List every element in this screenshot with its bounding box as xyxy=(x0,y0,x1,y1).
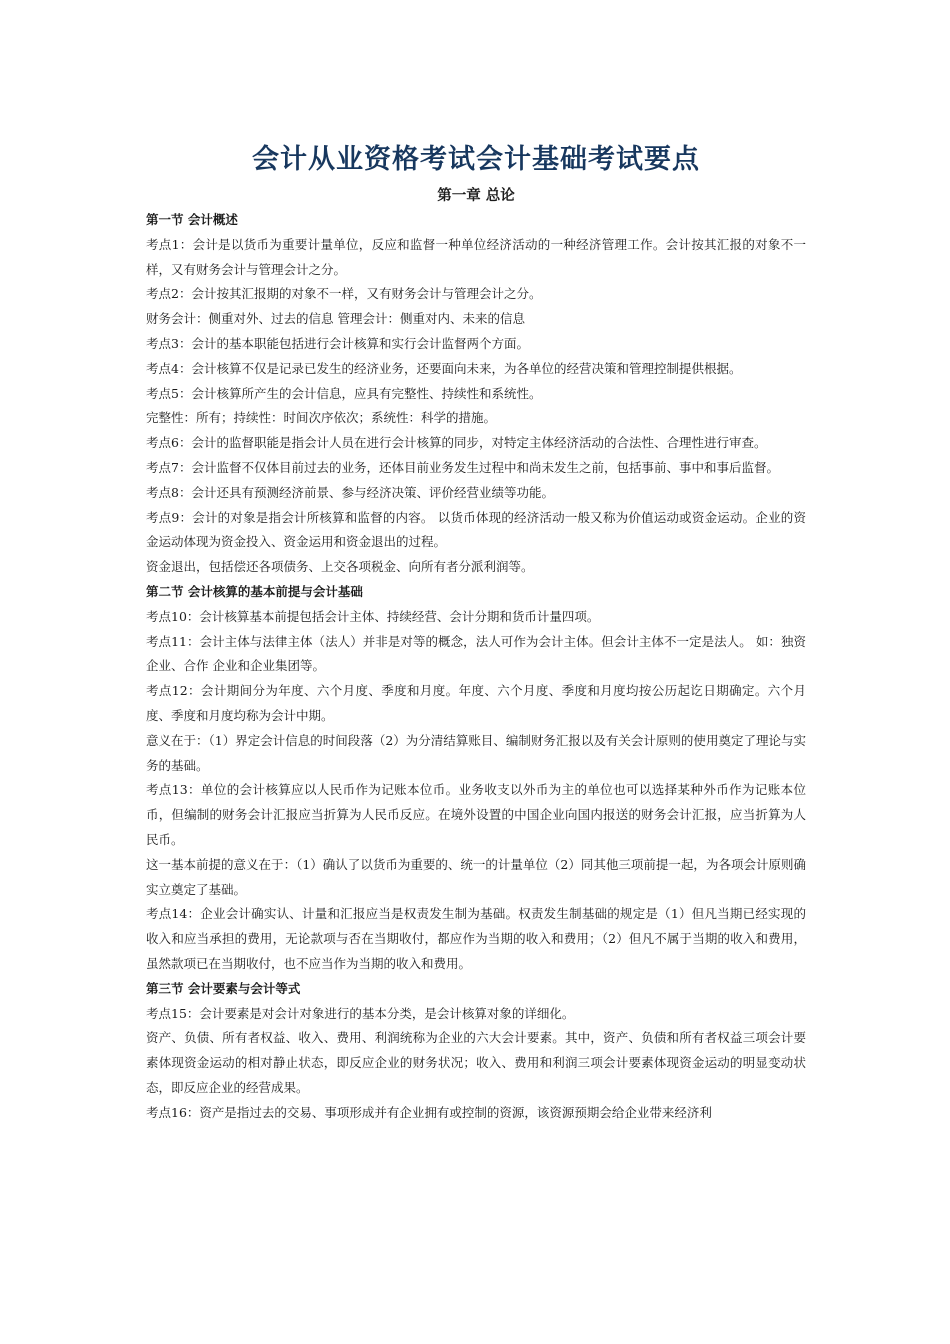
section-heading: 第三节 会计要素与会计等式 xyxy=(146,980,301,996)
paragraph: 财务会计：侧重对外、过去的信息 管理会计：侧重对内、未来的信息 xyxy=(146,311,525,327)
paragraph: 考点3：会计的基本职能包括进行会计核算和实行会计监督两个方面。 xyxy=(146,335,529,351)
paragraph: 考点1：会计是以货币为重要计量单位，反应和监督一种单位经济活动的一种经济管理工作。会计按其汇报的对象不一样，又有财务会计与管理会计之分。 xyxy=(146,236,806,277)
paragraph: 资金退出，包括偿还各项债务、上交各项税金、向所有者分派利润等。 xyxy=(146,559,534,575)
paragraph: 考点16：资产是指过去的交易、事项形成并有企业拥有或控制的资源，该资源预期会给企业带来经济利 xyxy=(146,1104,712,1120)
paragraph: 考点4：会计核算不仅是记录已发生的经济业务，还要面向未来，为各单位的经营决策和管理控制提供根据。 xyxy=(146,360,742,376)
paragraph: 考点2：会计按其汇报期的对象不一样，又有财务会计与管理会计之分。 xyxy=(146,286,542,302)
paragraph: 考点11：会计主体与法律主体（法人）并非是对等的概念，法人可作为会计主体。但会计主体不一定是法人。 如：独资企业、合作 企业和企业集团等。 xyxy=(146,633,806,674)
paragraph: 考点6：会计的监督职能是指会计人员在进行会计核算的同步，对特定主体经济活动的合法性、合理性进行审查。 xyxy=(146,435,767,451)
paragraph: 考点14：企业会计确实认、计量和汇报应当是权责发生制为基础。权责发生制基础的规定是（1）但凡当期已经实现的收入和应当承担的费用，无论款项与否在当期收付，都应作为当期的收入和费用；（2）但凡不属于当期的收入和费用，虽然款项已在当期收付，也不应当作为当期的收入和费用。 xyxy=(146,906,806,971)
paragraph: 考点9：会计的对象是指会计所核算和监督的内容。 以货币体现的经济活动一般又称为价值运动或资金运动。企业的资金运动体现为资金投入、资金运用和资金退出的过程。 xyxy=(146,509,806,550)
paragraph: 资产、负债、所有者权益、收入、费用、利润统称为企业的六大会计要素。其中，资产、负债和所有者权益三项会计要素体现资金运动的相对静止状态，即反应企业的财务状况；收入、费用和利润三项会计要素体现资金运动的明显变动状态，即反应企业的经营成果。 xyxy=(146,1030,806,1095)
paragraph: 这一基本前提的意义在于：（1）确认了以货币为重要的、统一的计量单位（2）同其他三项前提一起，为各项会计原则确实立奠定了基础。 xyxy=(146,856,806,897)
paragraph: 意义在于：（1）界定会计信息的时间段落（2）为分清结算账目、编制财务汇报以及有关会计原则的使用奠定了理论与实务的基础。 xyxy=(146,732,806,773)
section-heading: 第一节 会计概述 xyxy=(146,212,238,227)
document-page xyxy=(146,140,806,1125)
paragraph: 考点7：会计监督不仅体目前过去的业务，还体目前业务发生过程中和尚未发生之前，包括事前、事中和事后监督。 xyxy=(146,459,779,475)
paragraph: 考点15：会计要素是对会计对象进行的基本分类，是会计核算对象的详细化。 xyxy=(146,1005,575,1021)
paragraph: 考点13：单位的会计核算应以人民币作为记账本位币。业务收支以外币为主的单位也可以选择某种外币作为记账本位币，但编制的财务会计汇报应当折算为人民币反应。在境外设置的中国企业向国内报送的财务会计汇报，应当折算为人民币。 xyxy=(146,782,806,847)
paragraph: 考点5：会计核算所产生的会计信息，应具有完整性、持续性和系统性。 xyxy=(146,385,542,401)
paragraph: 考点10：会计核算基本前提包括会计主体、持续经营、会计分期和货币计量四项。 xyxy=(146,608,600,624)
section-heading: 第二节 会计核算的基本前提与会计基础 xyxy=(146,583,363,599)
paragraph: 完整性：所有；持续性：时间次序依次；系统性：科学的措施。 xyxy=(146,410,497,426)
paragraph: 考点8：会计还具有预测经济前景、参与经济决策、评价经营业绩等功能。 xyxy=(146,484,554,500)
paragraph: 考点12：会计期间分为年度、六个月度、季度和月度。年度、六个月度、季度和月度均按公历起讫日期确定。六个月度、季度和月度均称为会计中期。 xyxy=(146,683,806,723)
document-body xyxy=(146,208,806,1125)
chapter-title: 第一章 总论 xyxy=(437,187,515,204)
document-title: 会计从业资格考试会计基础考试要点 xyxy=(252,144,700,175)
